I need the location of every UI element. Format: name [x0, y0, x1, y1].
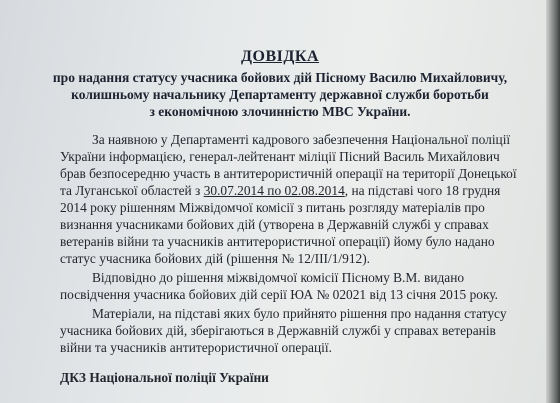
para3-line-1: Матеріали, на підставі яких було прийнято рішення про надання статусу	[92, 306, 507, 321]
para1-line-3: брав безпосередню участь в антитерористичній операції на території Донецької	[60, 166, 517, 181]
para1-line-2: України інформацією, генерал-лейтенант міліції Пісний Василь Михайлович	[60, 149, 500, 164]
para1-line-8: статус учасника бойових дій (рішення № 12/ІІІ/1/912).	[60, 251, 371, 266]
para1-line-1: За наявною у Департаменті кадрового забезпечення Національної поліції	[92, 132, 511, 147]
signature-line: ДКЗ Національної поліції України	[60, 370, 269, 385]
para1-line-4-end: , на підставі чого 18 грудня	[344, 183, 501, 198]
para1-line-6: визнання учасниками бойових дій (утворена в Державній службі у справах	[60, 217, 489, 232]
document-subtitle-line-1: про надання статусу учасника бойових дій Пісному Василю Михайловичу,	[52, 70, 508, 85]
para2-line-2: посвідчення учасника бойових дій серії ЮА № 02021 від 13 січня 2015 року.	[60, 287, 499, 302]
page-edge-shadow	[546, 0, 560, 403]
para3-line-2: учасника бойових дій, зберігаються в Державній службі у справах ветеранів	[60, 323, 496, 338]
document-title: ДОВІДКА	[240, 48, 319, 65]
para2-line-1: Відповідно до рішення міжвідомчої комісії Пісному В.М. видано	[92, 270, 465, 285]
para1-line-4	[60, 183, 500, 199]
para3-line-3: війни та учасників антитерористичної операції.	[60, 340, 332, 355]
para1-line-5: 2014 року рішенням Міжвідомчої комісії з питань розгляду матеріалів про	[60, 200, 485, 215]
para1-line-4-start: та Луганської областей з	[60, 183, 204, 198]
document-subtitle-line-2: колишньому начальнику Департаменту державної служби боротьби	[71, 87, 489, 102]
para1-line-7: ветеранів війни та учасників антитерористичної операції) йому було надано	[60, 234, 495, 249]
date-range: 30.07.2014 по 02.08.2014	[203, 183, 345, 198]
document-subtitle-line-3: з економічною злочинністю МВС України.	[149, 104, 411, 119]
